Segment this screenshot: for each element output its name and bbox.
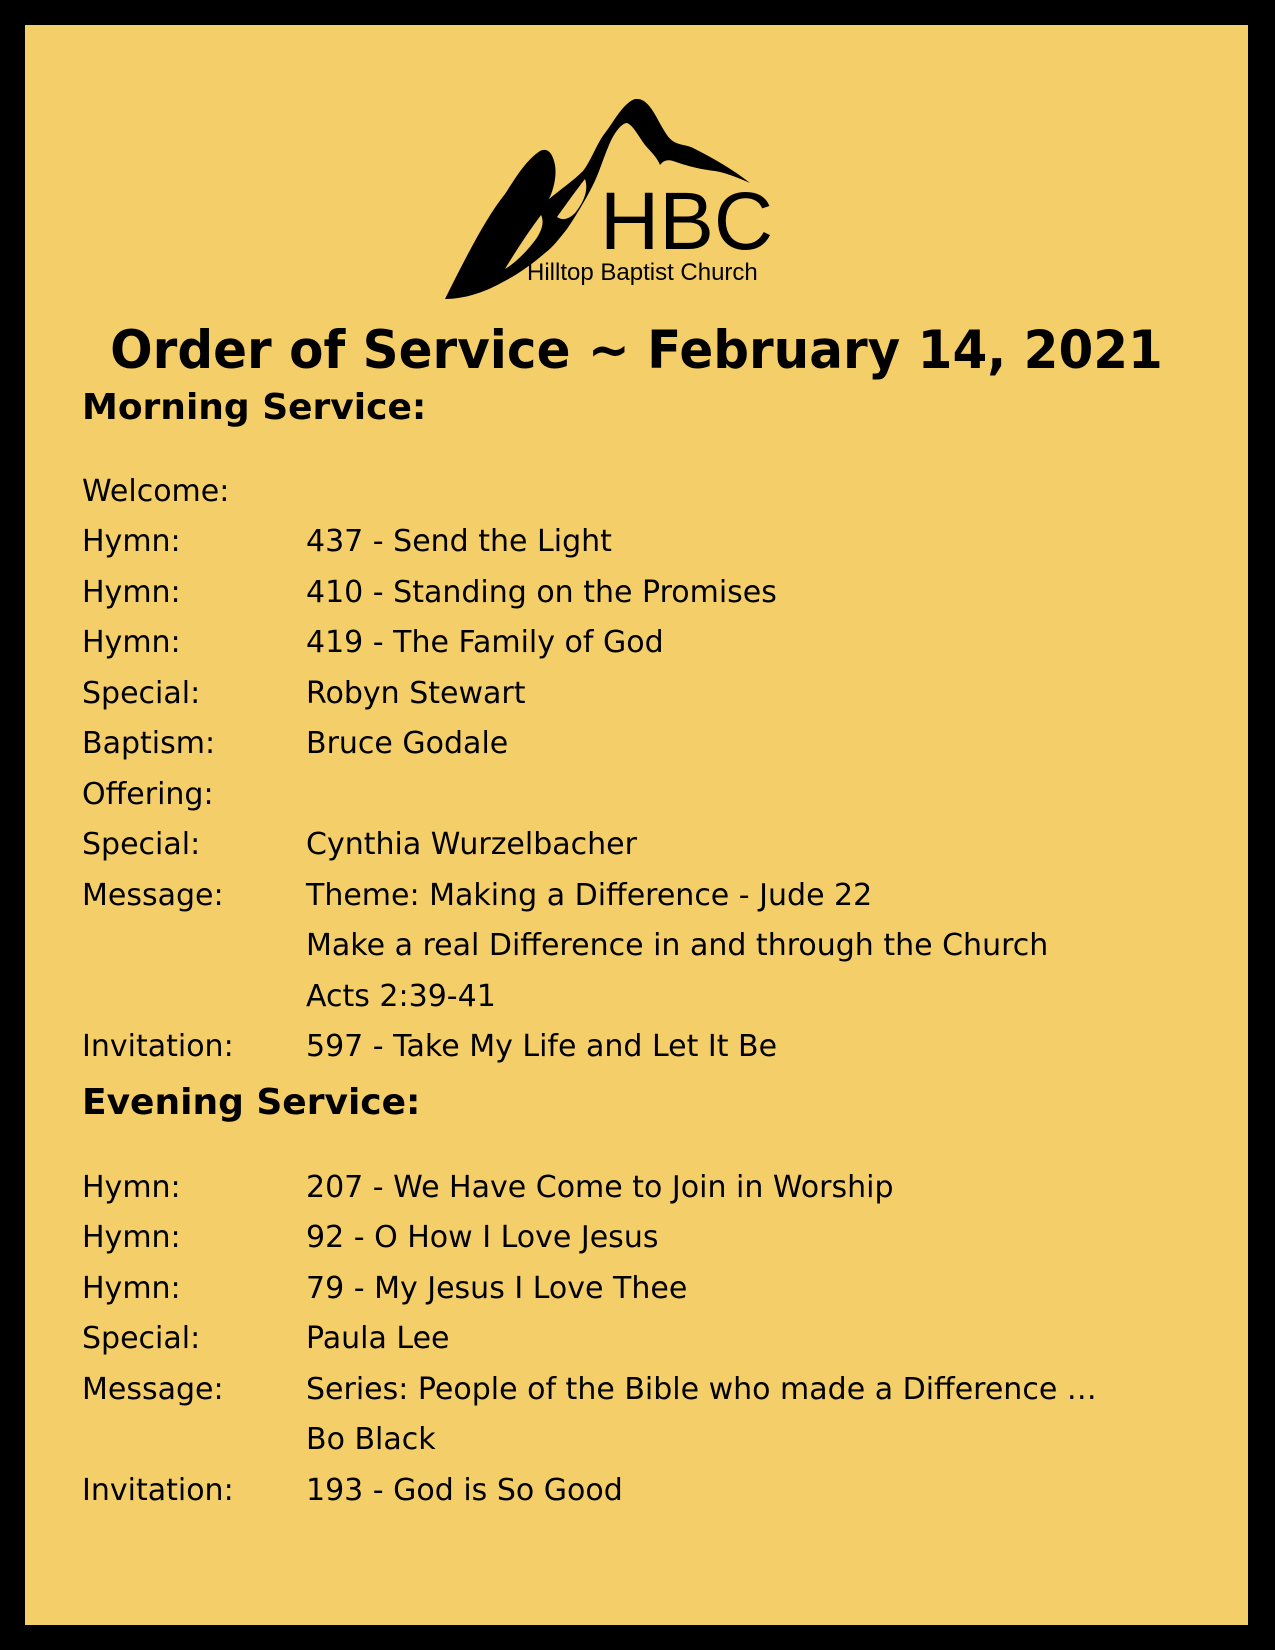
order-item-label: Hymn: <box>82 524 181 560</box>
order-item-label: Baptism: <box>82 726 216 762</box>
order-item <box>82 517 1202 568</box>
order-item-value: Cynthia Wurzelbacher <box>306 827 637 863</box>
order-item <box>82 567 1202 618</box>
order-item-label: Message: <box>82 1371 224 1407</box>
order-item-label: Special: <box>82 675 201 711</box>
order-item-label: Hymn: <box>82 1220 181 1256</box>
evening-order-list <box>82 1162 1202 1516</box>
order-item <box>82 769 1202 820</box>
order-item <box>82 820 1202 871</box>
order-item <box>82 1415 1202 1466</box>
order-item-label: Hymn: <box>82 574 181 610</box>
church-logo <box>445 99 845 309</box>
order-item-value: Acts 2:39-41 <box>306 978 496 1014</box>
order-item <box>82 870 1202 921</box>
order-item-value: Theme: Making a Difference - Jude 22 <box>306 877 873 913</box>
order-item-value: Bo Black <box>306 1422 436 1458</box>
order-item-value: 410 - Standing on the Promises <box>306 574 777 610</box>
order-item-value: 193 - God is So Good <box>306 1472 623 1508</box>
order-item <box>82 971 1202 1022</box>
order-item-label: Hymn: <box>82 1270 181 1306</box>
bulletin-panel <box>25 25 1248 1625</box>
order-item <box>82 668 1202 719</box>
morning-heading: Morning Service: <box>82 387 427 428</box>
order-item <box>82 466 1202 517</box>
logo-church-name: Hilltop Baptist Church <box>527 259 758 286</box>
order-item-value: Paula Lee <box>306 1321 450 1357</box>
page-title: Order of Service ~ February 14, 2021 <box>110 319 1163 381</box>
order-item <box>82 1162 1202 1213</box>
order-item <box>82 618 1202 669</box>
order-item-value: 597 - Take My Life and Let It Be <box>306 1029 778 1065</box>
morning-order-list <box>82 466 1202 1072</box>
order-item-value: 79 - My Jesus I Love Thee <box>306 1270 688 1306</box>
order-item <box>82 1465 1202 1516</box>
order-item <box>82 719 1202 770</box>
order-item-value: Series: People of the Bible who made a Difference … <box>306 1371 1097 1407</box>
order-item-value: 207 - We Have Come to Join in Worship <box>306 1169 894 1205</box>
order-item-value: Robyn Stewart <box>306 675 526 711</box>
order-item <box>82 1263 1202 1314</box>
order-item-label: Welcome: <box>82 473 230 509</box>
order-item-value: 437 - Send the Light <box>306 524 612 560</box>
order-item <box>82 1364 1202 1415</box>
order-item-label: Invitation: <box>82 1029 234 1065</box>
order-item-label: Offering: <box>82 776 214 812</box>
order-item-value: Bruce Godale <box>306 726 509 762</box>
order-item-label: Invitation: <box>82 1472 234 1508</box>
order-item-value: 419 - The Family of God <box>306 625 664 661</box>
order-item-label: Hymn: <box>82 1169 181 1205</box>
logo-abbrev: HBC <box>600 176 774 267</box>
order-item-value: 92 - O How I Love Jesus <box>306 1220 659 1256</box>
order-item-label: Message: <box>82 877 224 913</box>
order-item-label: Special: <box>82 1321 201 1357</box>
order-item-value: Make a real Difference in and through the Church <box>306 928 1049 964</box>
order-item <box>82 921 1202 972</box>
mountain-icon <box>445 99 845 309</box>
order-item <box>82 1213 1202 1264</box>
order-item <box>82 1314 1202 1365</box>
order-item-label: Hymn: <box>82 625 181 661</box>
order-item-label: Special: <box>82 827 201 863</box>
order-item <box>82 1022 1202 1073</box>
evening-heading: Evening Service: <box>82 1082 421 1123</box>
